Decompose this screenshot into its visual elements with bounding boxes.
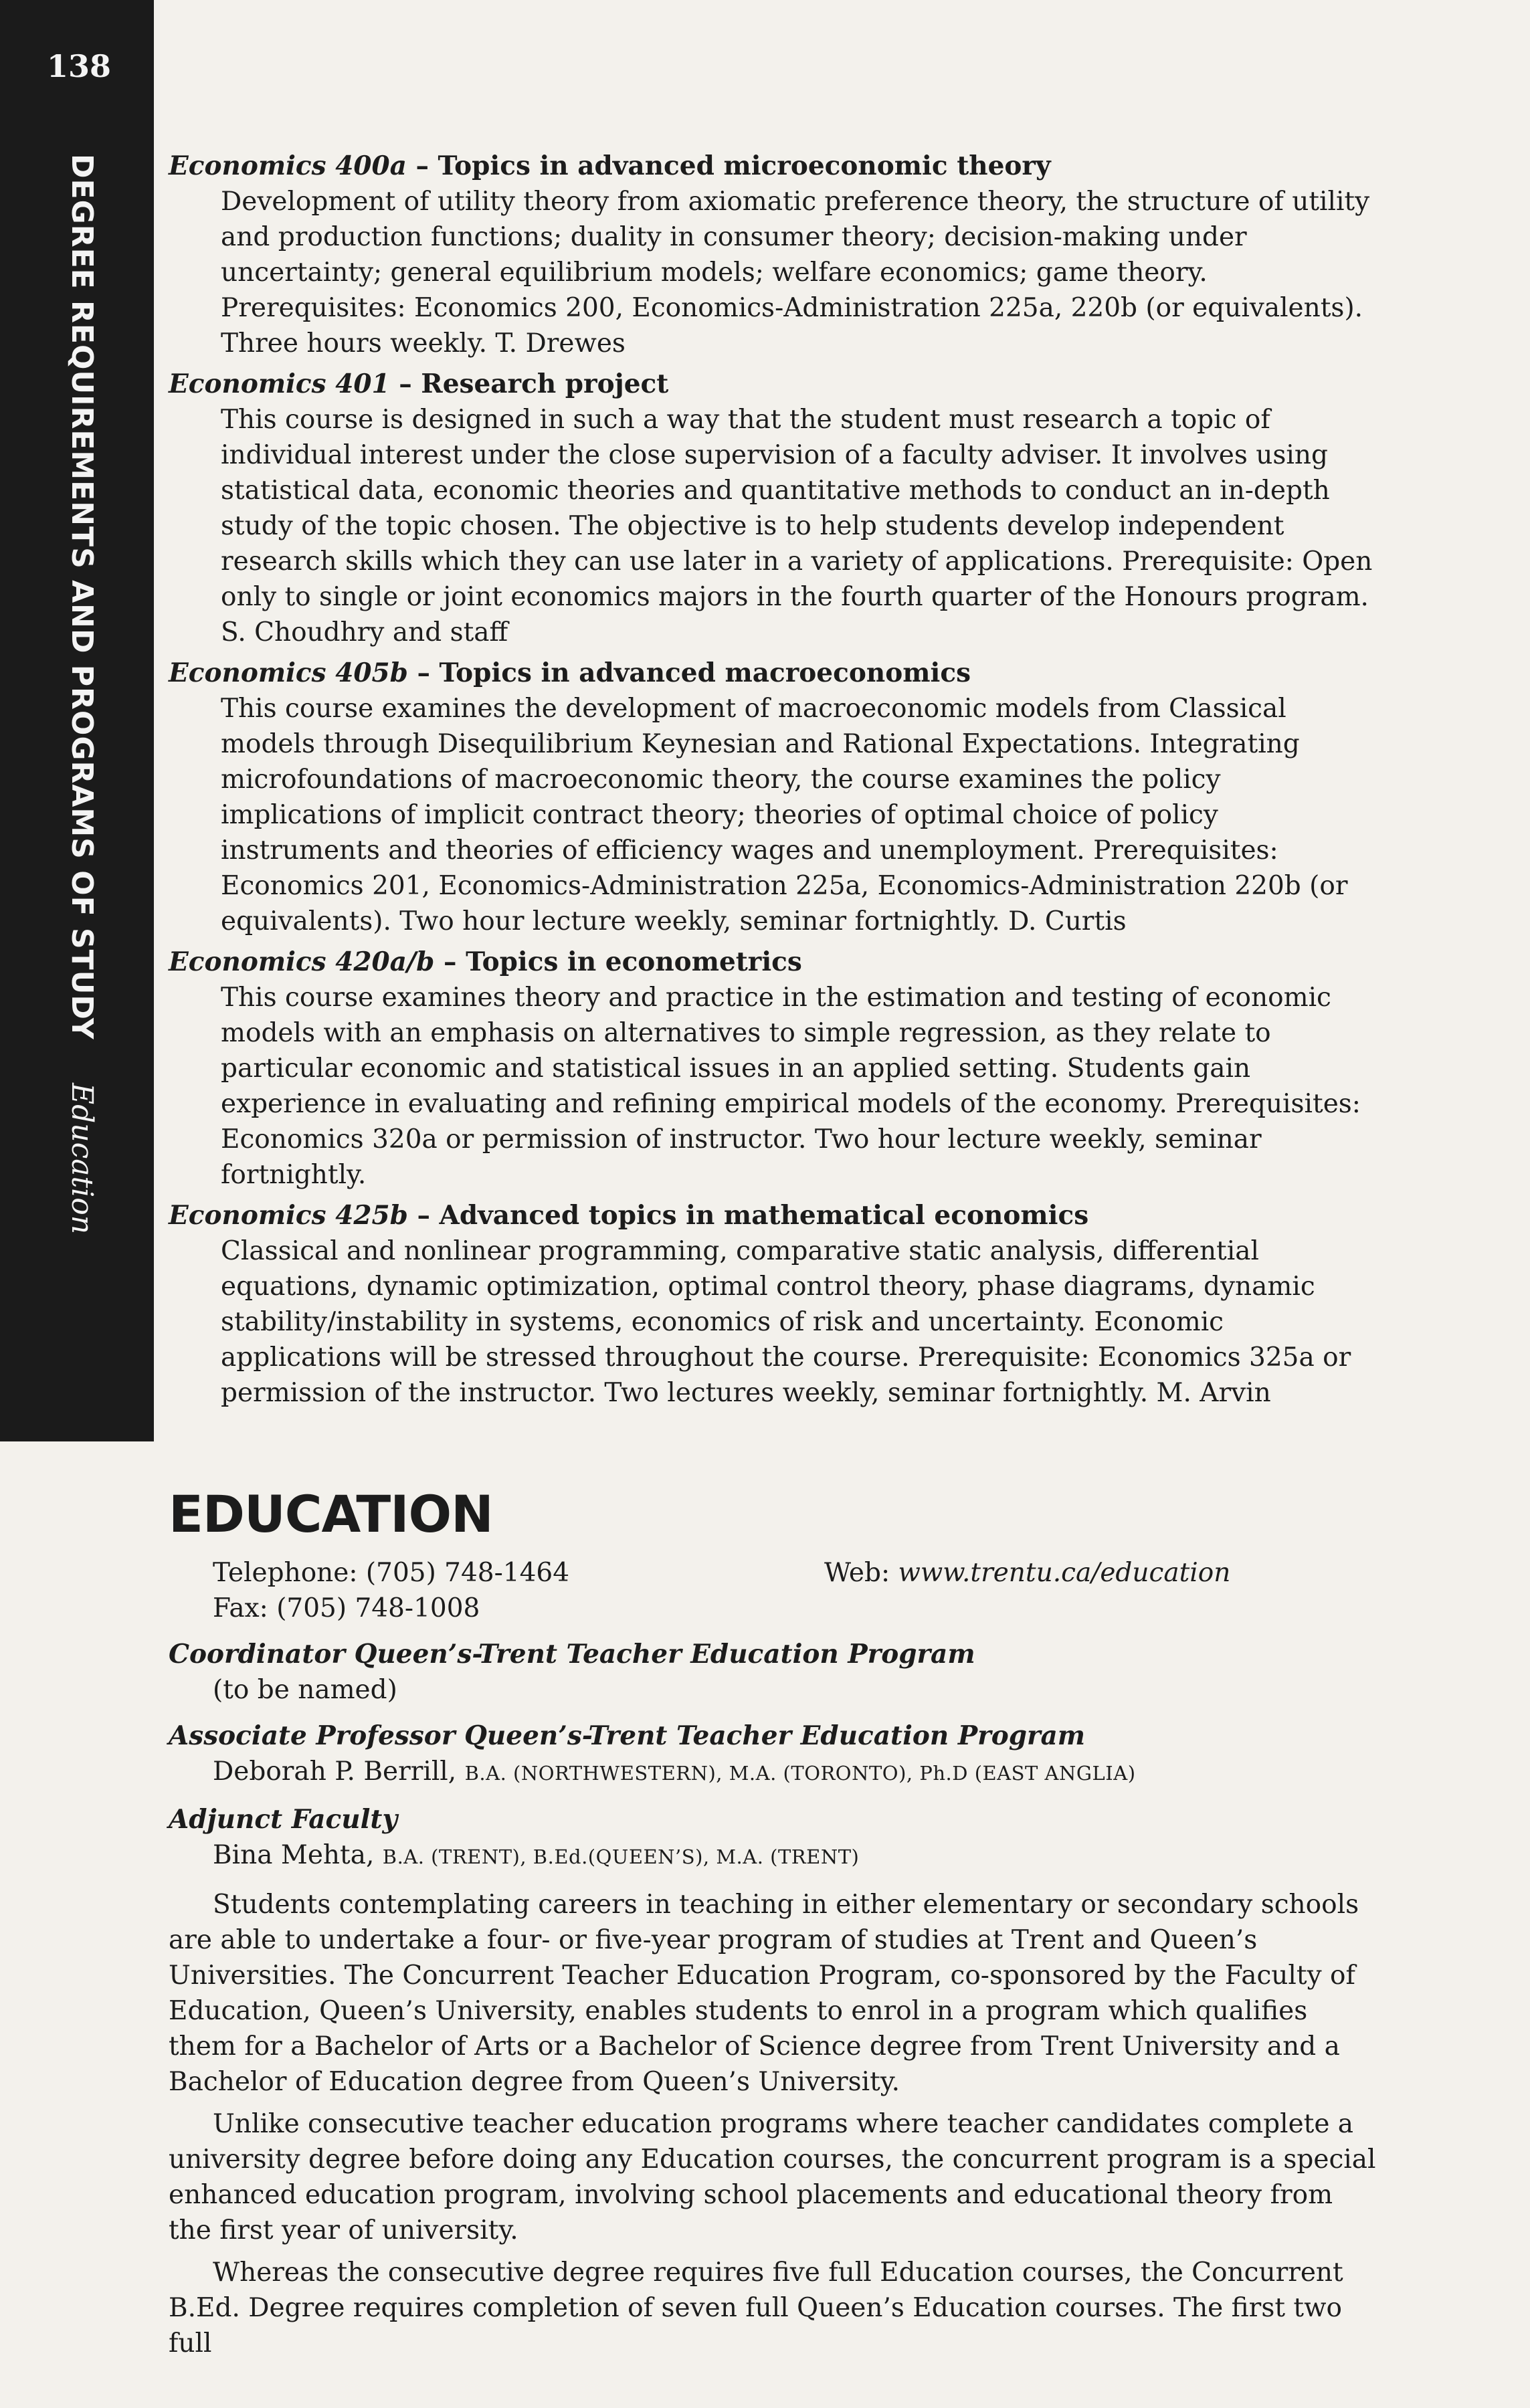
role-title: Adjunct Faculty	[169, 1804, 398, 1835]
running-head	[35, 154, 128, 1291]
course-heading	[169, 944, 1379, 980]
person-credentials: B.A. (TRENT), B.Ed.(QUEEN’S), M.A. (TRENT)	[382, 1845, 860, 1868]
course-title: – Topics in advanced microeconomic theory	[415, 150, 1051, 181]
role-person	[169, 1672, 1379, 1708]
course-description: Classical and nonlinear programming, comparative static analysis, differential equations, dynamic optimization, optimal control theory, phase diagrams, dynamic stability/instability in systems, economics of risk and uncertainty. Economic applications will be stressed throughout the course. Prerequisite: Economics 325a or permission of the instructor. Two lectures weekly, seminar fortnightly. M. Arvin	[221, 1236, 1351, 1408]
body-paragraph: Students contemplating careers in teaching in either elementary or secondary schools are able to undertake a four- or five-year program of studies at Trent and Queen’s Universities. The Concurrent Teacher Education Program, co-sponsored by the Faculty of Education, Queen’s University, enables students to enrol in a program which qualifies them for a Bachelor of Arts or a Bachelor of Science degree from Trent University and a Bachelor of Education degree from Queen’s University.	[169, 1890, 1359, 2097]
course-title: – Topics in advanced macroeconomics	[417, 658, 971, 688]
course-entry	[169, 1198, 1379, 1411]
web-link[interactable]: www.trentu.ca/education	[898, 1558, 1231, 1588]
body-paragraph: Unlike consecutive teacher education programs where teacher candidates complete a university degree before doing any Education courses, the concurrent program is a special enhanced education program, involving school placements and educational theory from the first year of university.	[169, 2109, 1376, 2245]
role-title: Coordinator Queen’s-Trent Teacher Education Program	[169, 1639, 975, 1670]
course-heading	[169, 148, 1379, 184]
page-number: 138	[47, 48, 112, 84]
course-heading	[169, 367, 1379, 402]
course-description: This course examines the development of macroeconomic models from Classical models through Disequilibrium Keynesian and Rational Expectations. Integrating microfoundations of macroeconomic theory, the course examines the policy implications of implicit contract theory; theories of optimal choice of policy instruments and theories of efficiency wages and unemployment. Prerequisites: Economics 201, Economics-Administration 225a, Economics-Administration 220b (or equivalents). Two hour lecture weekly, seminar fortnightly. D. Curtis	[221, 694, 1348, 936]
person-name: Bina Mehta,	[213, 1840, 375, 1870]
course-description: This course is designed in such a way that the student must research a topic of individual interest under the close supervision of a faculty adviser. It involves using statistical data, economic theories and quantitative methods to conduct an in-depth study of the topic chosen. The objective is to help students develop independent research skills which they can use later in a variety of applications. Prerequisite: Open only to single or joint economics majors in the fourth quarter of the Honours program. S. Choudhry and staff	[221, 405, 1373, 647]
course-entry	[169, 944, 1379, 1193]
faculty-role	[169, 1802, 1379, 1875]
role-person	[169, 1754, 1379, 1791]
role-title: Associate Professor Queen’s-Trent Teacher Education Program	[169, 1720, 1086, 1751]
faculty-role	[169, 1718, 1379, 1791]
course-heading	[169, 1198, 1379, 1233]
fax: Fax: (705) 748-1008	[213, 1593, 480, 1623]
course-description: This course examines theory and practice in the estimation and testing of economic models with an emphasis on alternatives to simple regression, as they relate to particular economic and statistical issues in an applied setting. Students gain experience in evaluating and refining empirical models of the economy. Prerequisites: Economics 320a or permission of instructor. Two hour lecture weekly, seminar fortnightly.	[221, 983, 1361, 1190]
faculty-role	[169, 1637, 1379, 1708]
course-title: – Topics in econometrics	[444, 946, 802, 977]
course-code: Economics 420a/b	[169, 946, 435, 977]
person-credentials: B.A. (NORTHWESTERN), M.A. (TORONTO), Ph.D (EAST ANGLIA)	[464, 1762, 1136, 1785]
course-heading	[169, 656, 1379, 691]
sidebar-band	[0, 0, 154, 1441]
page-content	[169, 148, 1379, 2361]
person-name: Deborah P. Berrill,	[213, 1757, 457, 1787]
course-code: Economics 425b	[169, 1200, 408, 1231]
course-title: – Research project	[399, 369, 669, 399]
body-paragraph: Whereas the consecutive degree requires five full Education courses, the Concurrent B.Ed. Degree requires completion of seven full Queen’s Education courses. The first two full	[169, 2258, 1343, 2359]
person-name: (to be named)	[213, 1675, 397, 1705]
course-code: Economics 400a	[169, 150, 407, 181]
web-label: Web:	[824, 1558, 890, 1588]
course-title: – Advanced topics in mathematical economics	[417, 1200, 1089, 1231]
section-heading: EDUCATION	[169, 1484, 493, 1544]
telephone: Telephone: (705) 748-1464	[213, 1558, 570, 1588]
course-code: Economics 405b	[169, 658, 408, 688]
course-entry	[169, 148, 1379, 361]
running-head-subtitle: Education	[65, 1082, 99, 1234]
course-entry	[169, 656, 1379, 939]
course-code: Economics 401	[169, 369, 390, 399]
web-info	[824, 1555, 1230, 1591]
running-head-title: DEGREE REQUIREMENTS AND PROGRAMS OF STUDY	[65, 154, 99, 1040]
role-person	[169, 1837, 1379, 1875]
course-description: Development of utility theory from axiomatic preference theory, the structure of utility and production functions; duality in consumer theory; decision-making under uncertainty; general equilibrium models; welfare economics; game theory. Prerequisites: Economics 200, Economics-Administration 225a, 220b (or equivalents). Three hours weekly. T. Drewes	[221, 187, 1370, 359]
contact-block	[169, 1555, 1379, 1626]
course-entry	[169, 367, 1379, 650]
